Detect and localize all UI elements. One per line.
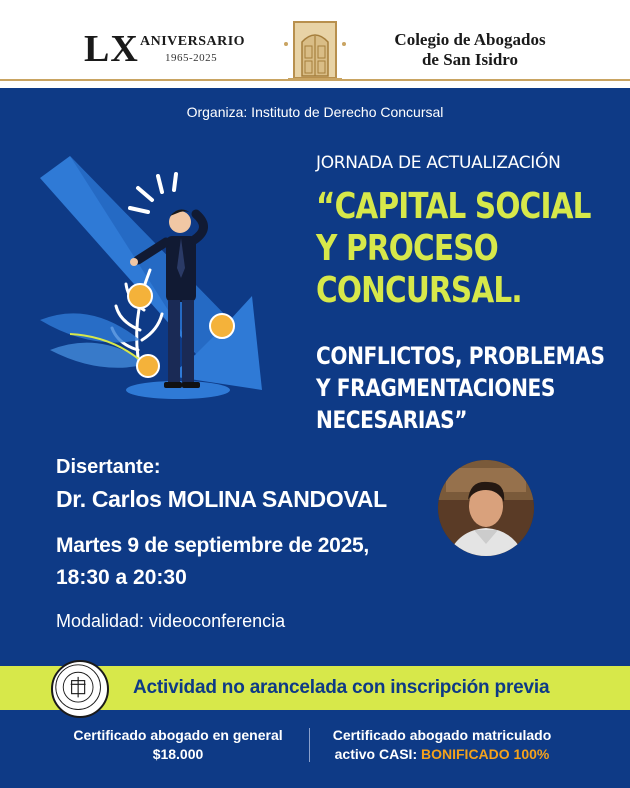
anniversary-numeral: LX xyxy=(84,28,139,70)
bonificado-highlight: BONIFICADO 100% xyxy=(421,746,550,762)
organizer-line: Organiza: Instituto de Derecho Concursal xyxy=(186,104,444,120)
event-subtitle-line-3: NECESARIAS” xyxy=(316,406,468,434)
event-title-line-2: Y PROCESO xyxy=(316,228,498,269)
event-subtitle-line-1: CONFLICTOS, PROBLEMAS xyxy=(316,342,605,370)
building-icon xyxy=(284,18,346,82)
certificate-matriculado xyxy=(322,726,562,764)
certificate-matriculado-prefix: activo CASI: xyxy=(334,746,421,762)
certificate-general xyxy=(58,726,298,764)
event-modality: Modalidad: videoconferencia xyxy=(56,611,286,631)
event-title-line-1: “CAPITAL SOCIAL xyxy=(316,186,591,227)
event-title-line-3: CONCURSAL. xyxy=(316,270,522,311)
colegio-name xyxy=(360,30,580,70)
falling-arrow-illustration xyxy=(30,150,300,410)
event-subtitle xyxy=(316,340,605,436)
colegio-line-2: de San Isidro xyxy=(421,50,519,69)
event-time: 18:30 a 20:30 xyxy=(56,566,187,589)
certificate-general-price: $18.000 xyxy=(152,746,204,762)
free-activity-text: Actividad no arancelada con inscripción previa xyxy=(133,677,550,698)
speaker-label: Disertante: xyxy=(56,456,161,478)
event-kicker: JORNADA DE ACTUALIZACIÓN xyxy=(316,153,561,173)
certificate-general-label: Certificado abogado en general xyxy=(73,727,283,743)
certificate-divider xyxy=(309,728,310,762)
anniversary-years: 1965-2025 xyxy=(165,52,218,64)
event-date: Martes 9 de septiembre de 2025, xyxy=(56,534,369,557)
event-title xyxy=(316,186,591,312)
event-subtitle-line-2: Y FRAGMENTACIONES xyxy=(316,374,556,402)
certificate-matriculado-price xyxy=(322,745,562,764)
header-bar xyxy=(0,0,630,88)
certificate-matriculado-label: Certificado abogado matriculado xyxy=(332,727,552,743)
speaker-photo xyxy=(438,460,534,556)
speaker-name: Dr. Carlos MOLINA SANDOVAL xyxy=(56,486,387,512)
seal-icon xyxy=(51,660,109,718)
anniversary-label: ANIVERSARIO xyxy=(140,34,246,49)
colegio-line-1: Colegio de Abogados xyxy=(394,30,546,49)
